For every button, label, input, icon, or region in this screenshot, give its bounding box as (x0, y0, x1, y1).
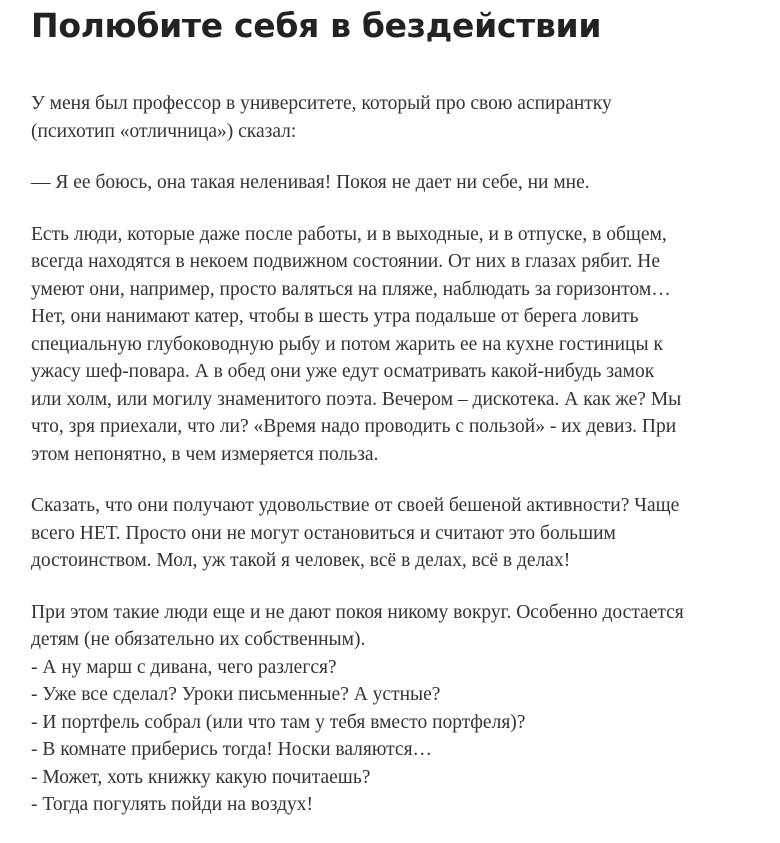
paragraph-line: специальную глубоководную рыбу и потом жарить ее на кухне гостиницы к (31, 333, 663, 355)
article-title: Полюбите себя в бездействии (31, 6, 602, 45)
paragraph (31, 90, 771, 145)
article-body (31, 90, 771, 819)
paragraph (31, 599, 771, 819)
paragraph-line: - И портфель собрал (или что там у тебя вместо портфеля)? (31, 711, 526, 733)
paragraph-line: - Может, хоть книжку какую почитаешь? (31, 766, 371, 788)
paragraph-line: При этом такие люди еще и не дают покоя никому вокруг. Особенно достается (31, 601, 684, 623)
paragraph-line: Сказать, что они получают удовольствие от своей бешеной активности? Чаще (31, 495, 680, 516)
article (31, 0, 771, 843)
paragraph (31, 169, 771, 197)
paragraph-line: что, зря приехали, что ли? «Время надо проводить с пользой» - их девиз. При (31, 416, 677, 437)
paragraph-line: У меня был профессор в университете, который про свою аспирантку (31, 93, 612, 114)
paragraph (31, 492, 771, 575)
paragraph-line: достоинством. Мол, уж такой я человек, всё в делах, всё в делах! (31, 550, 571, 571)
paragraph-line: детям (не обязательно их собственным). (31, 629, 366, 650)
paragraph-line: всегда находятся в некоем подвижном состоянии. От них в глазах рябит. Не (31, 251, 661, 272)
paragraph-line: или холм, или могилу знаменитого поэта. Вечером – дискотека. А как же? Мы (31, 388, 682, 410)
paragraph (31, 221, 771, 469)
paragraph-line: Есть люди, которые даже после работы, и в выходные, и в отпуске, в общем, (31, 223, 667, 245)
paragraph-line: - В комнате приберись тогда! Носки валяются… (31, 739, 433, 760)
paragraph-line: - Тогда погулять пойди на воздух! (31, 794, 314, 815)
paragraph-line: — Я ее боюсь, она такая неленивая! Покоя не дает ни себе, ни мне. (31, 172, 590, 193)
paragraph-line: всего НЕТ. Просто они не могут остановиться и считают это большим (31, 522, 616, 544)
paragraph-line: ужасу шеф-повара. А в обед они уже едут осматривать какой-нибудь замок (31, 361, 655, 382)
paragraph-line: этом непонятно, в чем измеряется польза. (31, 443, 379, 465)
paragraph-line: умеют они, например, просто валяться на пляже, наблюдать за горизонтом… (31, 278, 671, 300)
paragraph-line: Нет, они нанимают катер, чтобы в шесть утра подальше от берега ловить (31, 306, 639, 327)
paragraph-line: (психотип «отличница») сказал: (31, 120, 297, 142)
paragraph-line: - Уже все сделал? Уроки письменные? А устные? (31, 684, 441, 705)
paragraph-line: - А ну марш с дивана, чего разлегся? (31, 656, 337, 678)
